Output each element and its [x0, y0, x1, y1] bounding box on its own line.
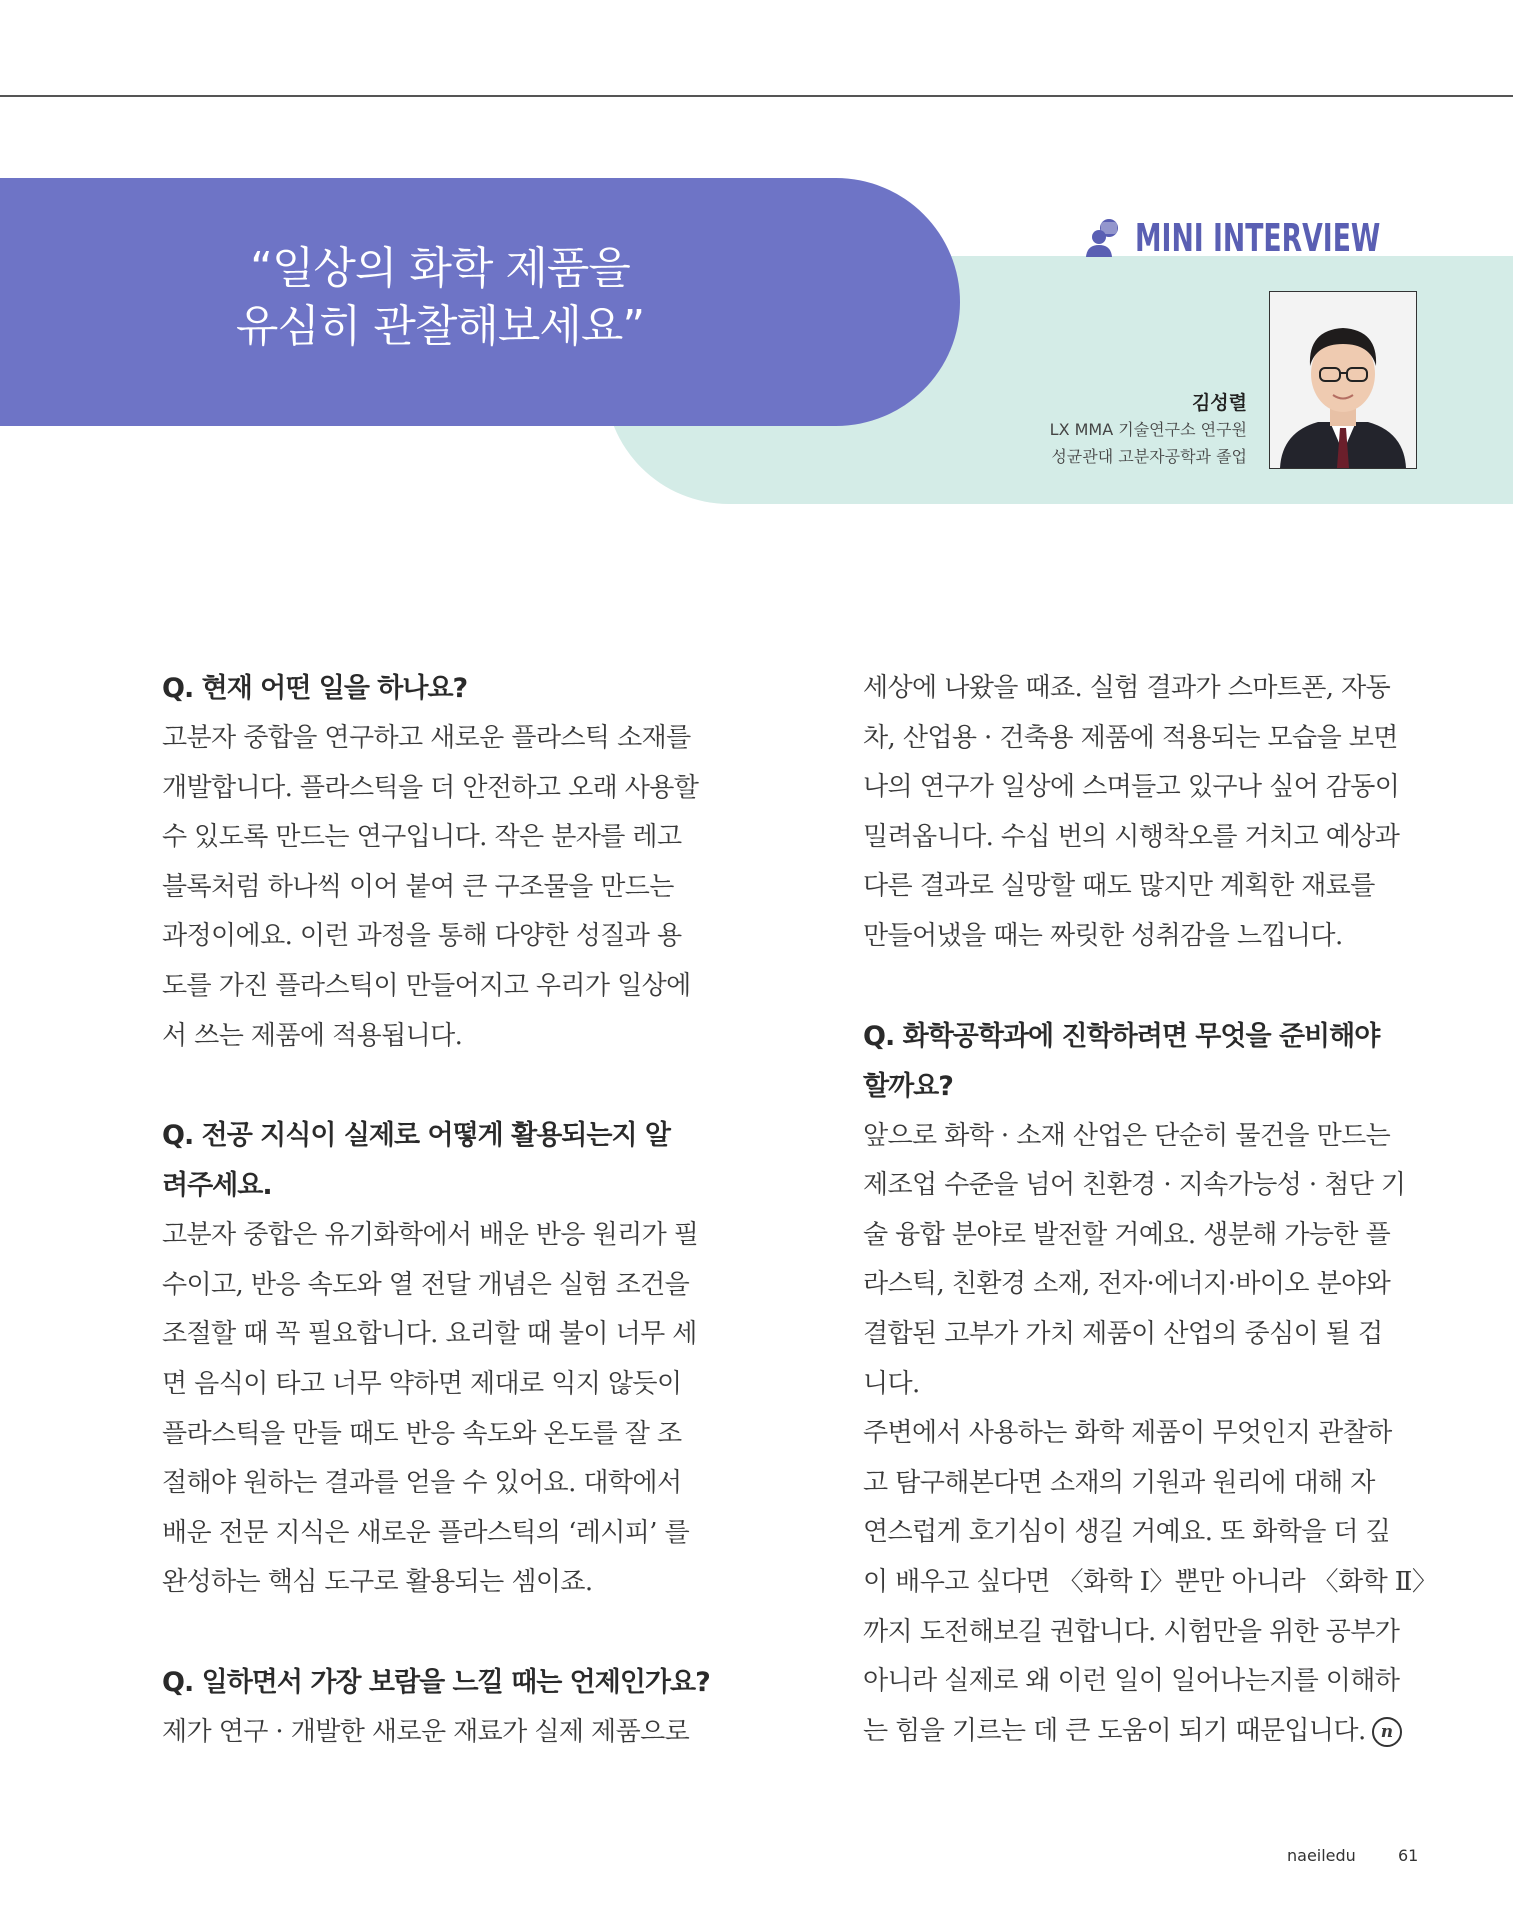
- page-number: 61: [1398, 1846, 1419, 1865]
- question-3: Q. 일하면서 가장 보람을 느낄 때는 언제인가요?: [162, 1666, 710, 1698]
- interviewee-name: 김성렬: [1191, 392, 1247, 414]
- answer-2-line: 조절할 때 꼭 필요합니다. 요리할 때 불이 너무 세: [162, 1319, 697, 1350]
- answer-4-line: 결합된 고부가 가치 제품이 산업의 중심이 될 겁: [863, 1318, 1383, 1349]
- answer-2-line: 고분자 중합은 유기화학에서 배운 반응 원리가 필: [162, 1220, 699, 1251]
- answer-1-line: 개발합니다. 플라스틱을 더 안전하고 오래 사용할: [162, 772, 699, 803]
- end-mark-icon: n: [1372, 1717, 1402, 1747]
- answer-4-line: 앞으로 화학 · 소재 산업은 단순히 물건을 만드는: [863, 1120, 1391, 1151]
- answer-4-line: 라스틱, 친환경 소재, 전자·에너지·바이오 분야와: [863, 1269, 1391, 1300]
- answer-2-line: 절해야 원하는 결과를 얻을 수 있어요. 대학에서: [162, 1468, 682, 1499]
- answer-4-line: 아니라 실제로 왜 이런 일이 일어나는지를 이해하: [863, 1666, 1400, 1697]
- answer-3-line: 다른 결과로 실망할 때도 많지만 계획한 재료를: [863, 871, 1375, 902]
- answer-3-line: 세상에 나왔을 때죠. 실험 결과가 스마트폰, 자동: [863, 673, 1391, 703]
- person-chat-icon: [1083, 217, 1125, 259]
- answer-1-line: 도를 가진 플라스틱이 만들어지고 우리가 일상에: [162, 970, 691, 1001]
- answer-2-line: 배운 전문 지식은 새로운 플라스틱의 ‘레시피’ 를: [162, 1517, 690, 1548]
- answer-1-line: 고분자 중합을 연구하고 새로운 플라스틱 소재를: [162, 723, 691, 753]
- answer-2-line: 완성하는 핵심 도구로 활용되는 셈이죠.: [162, 1567, 593, 1598]
- answer-4-line: 연스럽게 호기심이 생길 거예요. 또 화학을 더 깊: [863, 1517, 1391, 1548]
- section-label-text: MINI INTERVIEW: [1135, 216, 1381, 260]
- headline-line-1: “일상의 화학 제품을: [250, 243, 630, 294]
- answer-1-line: 블록처럼 하나씩 이어 붙여 큰 구조물을 만드는: [162, 871, 674, 902]
- answer-2-line: 플라스틱을 만들 때도 반응 속도와 온도를 잘 조: [162, 1418, 682, 1449]
- answer-3-line: 밀려옵니다. 수십 번의 시행착오를 거치고 예상과: [863, 821, 1400, 852]
- footer-brand: naeiledu: [1287, 1846, 1356, 1865]
- question-2-line: 려주세요.: [162, 1170, 272, 1202]
- question-1: Q. 현재 어떤 일을 하나요?: [162, 673, 468, 704]
- answer-1-line: 서 쓰는 제품에 적용됩니다.: [162, 1020, 463, 1051]
- answer-4-line: 주변에서 사용하는 화학 제품이 무엇인지 관찰하: [863, 1418, 1392, 1449]
- answer-2-line: 수이고, 반응 속도와 열 전달 개념은 실험 조건을: [162, 1269, 690, 1300]
- answer-4-line: 고 탐구해본다면 소재의 기원과 원리에 대해 자: [863, 1467, 1375, 1498]
- answer-1-line: 과정이에요. 이런 과정을 통해 다양한 성질과 용: [162, 921, 682, 952]
- answer-4-line: 이 배우고 싶다면 〈화학 Ⅰ〉뿐만 아니라 〈화학 Ⅱ〉: [863, 1566, 1438, 1597]
- question-2-line: Q. 전공 지식이 실제로 어떻게 활용되는지 알: [162, 1120, 671, 1152]
- answer-2-line: 면 음식이 타고 너무 약하면 제대로 익지 않듯이: [162, 1368, 682, 1399]
- top-divider: [0, 95, 1513, 97]
- interviewee-info: [1050, 390, 1247, 470]
- answer-4-line: 까지 도전해보길 권합니다. 시험만을 위한 공부가: [863, 1616, 1400, 1647]
- interview-headline: [0, 240, 880, 356]
- left-column: [162, 664, 717, 1758]
- answer-3-line: 차, 산업용 · 건축용 제품에 적용되는 모습을 보면: [863, 722, 1398, 753]
- answer-4-last-line: [863, 1707, 1418, 1757]
- answer-4-line: 니다.: [863, 1368, 920, 1399]
- right-column: [863, 664, 1438, 1756]
- interviewee-education: 성균관대 고분자공학과 졸업: [1051, 447, 1247, 466]
- answer-3-line: 나의 연구가 일상에 스며들고 있구나 싶어 감동이: [863, 772, 1400, 803]
- answer-4-last-text: 는 힘을 기르는 데 큰 도움이 되기 때문입니다.: [863, 1715, 1366, 1746]
- answer-4-line: 제조업 수준을 넘어 친환경 · 지속가능성 · 첨단 기: [863, 1170, 1406, 1201]
- answer-3-line: 제가 연구 · 개발한 새로운 재료가 실제 제품으로: [162, 1716, 690, 1747]
- answer-4-line: 술 융합 분야로 발전할 거예요. 생분해 가능한 플: [863, 1219, 1391, 1250]
- headline-line-2: 유심히 관찰해보세요”: [235, 301, 645, 352]
- interviewee-affiliation: LX MMA 기술연구소 연구원: [1049, 420, 1247, 439]
- answer-1-line: 수 있도록 만드는 연구입니다. 작은 분자를 레고: [162, 822, 682, 853]
- answer-3-line: 만들어냈을 때는 짜릿한 성취감을 느낍니다.: [863, 920, 1343, 951]
- question-4-line: Q. 화학공학과에 진학하려면 무엇을 준비해야: [863, 1020, 1380, 1052]
- interviewee-photo: [1269, 291, 1417, 469]
- section-label: [1083, 213, 1450, 263]
- question-4-line: 할까요?: [863, 1070, 953, 1102]
